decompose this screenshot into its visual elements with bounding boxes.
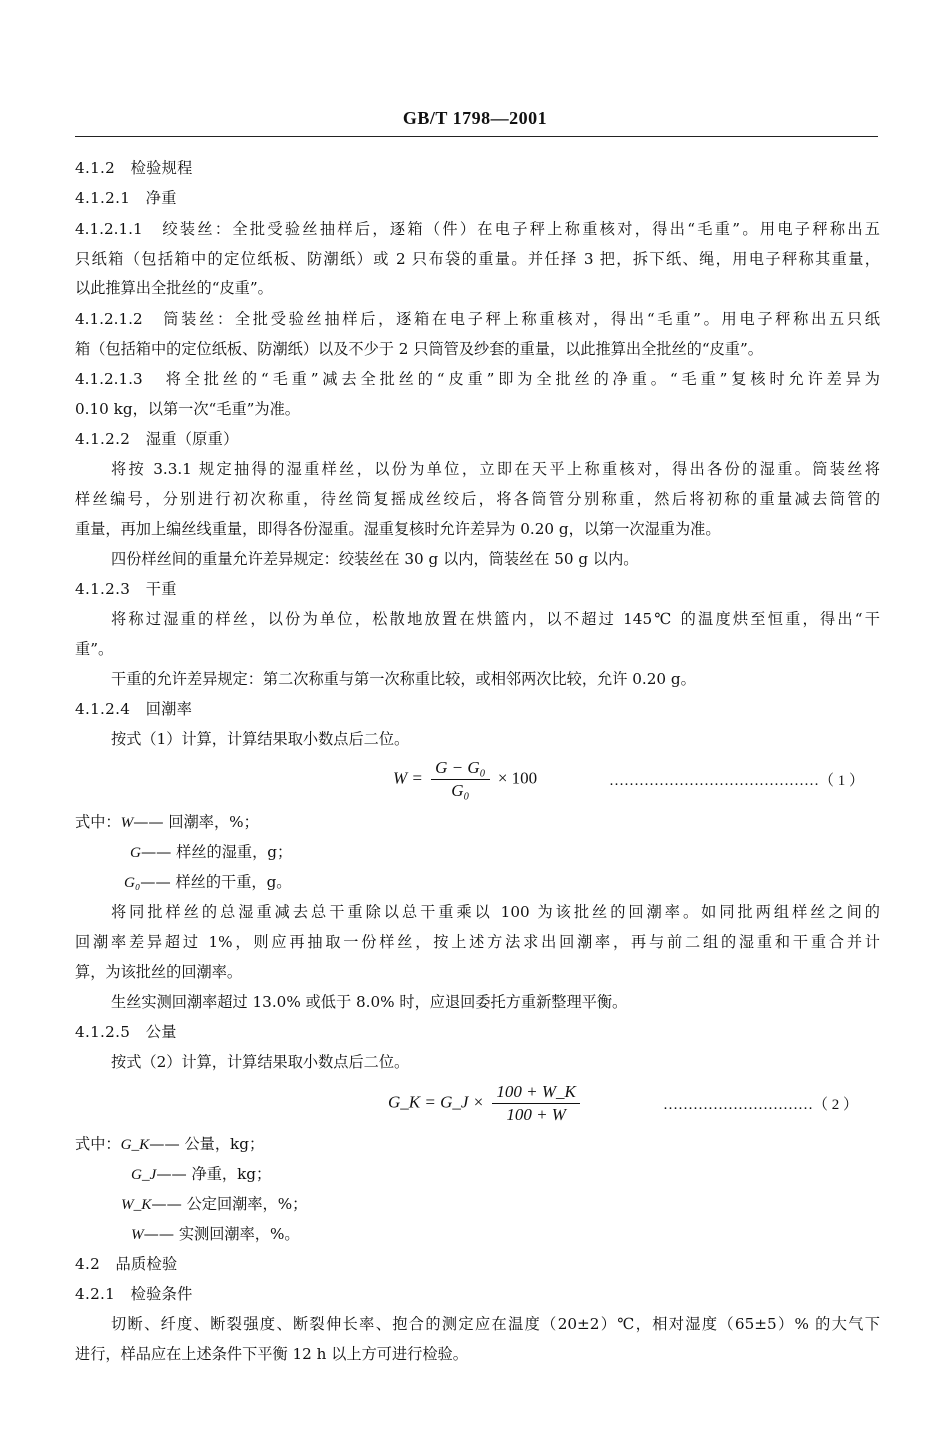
paragraph-line: 四份样丝间的重量允许差异规定：绞装丝在 30 g 以内，筒装丝在 50 g 以内。 <box>111 550 639 568</box>
formula-1-numerator: G − G₀ <box>431 758 489 780</box>
paragraph-line: 回潮率差异超过 1%，则应再抽取一份样丝，按上述方法求出回潮率，再与前二组的湿重和干重合并计 <box>75 933 880 951</box>
symbol: G <box>130 844 141 861</box>
formula-1 <box>393 758 537 801</box>
symbol: G_K <box>120 1136 150 1153</box>
section-4-2: 4.2 品质检验 <box>75 1255 178 1273</box>
header-rule <box>75 136 878 137</box>
where-2-row <box>131 1164 936 1185</box>
formula-1-denominator: G₀ <box>451 781 470 800</box>
section-4-1-2-2: 4.1.2.2 湿重（原重） <box>75 430 239 448</box>
where-2-row <box>121 1194 926 1215</box>
paragraph-line: 样丝编号，分别进行初次称重，待丝筒复摇成丝绞后，将各筒管分别称重，然后将初称的重量减去筒管的 <box>75 490 880 508</box>
symbol: W_K <box>121 1196 152 1213</box>
symbol: G₀ <box>124 874 141 891</box>
where-1-label: 式中： <box>75 813 121 831</box>
paragraph-line: 按式（1）计算，计算结果取小数点后二位。 <box>111 730 410 748</box>
formula-2-lhs: G_K = G_J × <box>388 1092 485 1112</box>
paragraph-line: 重量，再加上编丝线重量，即得各份湿重。湿重复核时允许差异为 0.20 g，以第一次湿重为准。 <box>75 520 721 538</box>
where-2-label: 式中： <box>75 1135 121 1153</box>
section-4-1-2-4: 4.1.2.4 回潮率 <box>75 700 193 718</box>
paragraph-line: 将同批样丝的总湿重减去总干重除以总干重乘以 100 为该批丝的回潮率。如同批两组样丝之间的 <box>111 903 880 921</box>
where-1-row <box>75 812 880 833</box>
formula-2 <box>388 1082 584 1125</box>
paragraph-line: 只纸箱（包括箱中的定位纸板、防潮纸）或 2 只布袋的重量。并任择 3 把，拆下纸、绳，用电子秤称其重量， <box>75 250 880 268</box>
paragraph-line: 生丝实测回潮率超过 13.0% 或低于 8.0% 时，应退回委托方重新整理平衡。 <box>111 993 628 1011</box>
formula-1-number: ……………………………………（ 1 ） <box>609 773 865 789</box>
section-4-1-2: 4.1.2 检验规程 <box>75 159 193 177</box>
symbol-desc: —— 实测回潮率，%。 <box>143 1225 300 1243</box>
formula-1-fraction <box>431 758 489 801</box>
symbol: G_J <box>131 1166 157 1183</box>
formula-2-fraction <box>492 1082 579 1125</box>
formula-2-denominator: 100 + W <box>506 1105 566 1124</box>
section-4-1-2-3: 4.1.2.3 干重 <box>75 580 177 598</box>
formula-1-multiplier: × 100 <box>497 768 538 788</box>
symbol-desc: —— 公定回潮率，%； <box>151 1195 308 1213</box>
where-2-row <box>131 1224 936 1245</box>
paragraph-line: 4.1.2.1.2 筒装丝：全批受验丝抽样后，逐箱在电子秤上称重核对，得出“毛重”。用电子秤称出五只纸 <box>75 310 880 328</box>
paragraph-line: 将按 3.3.1 规定抽得的湿重样丝，以份为单位，立即在天平上称重核对，得出各份的湿重。筒装丝将 <box>111 460 880 478</box>
where-1-row <box>124 872 929 893</box>
paragraph-line: 将称过湿重的样丝，以份为单位，松散地放置在烘篮内，以不超过 145℃ 的温度烘至恒重，得出“干 <box>111 610 880 628</box>
formula-2-number: …………………………（ 2 ） <box>663 1097 859 1113</box>
section-4-2-1: 4.2.1 检验条件 <box>75 1285 193 1303</box>
symbol-desc: —— 回潮率，%； <box>133 813 259 831</box>
symbol-desc: —— 公量，kg； <box>149 1135 265 1153</box>
paragraph-line: 重”。 <box>75 640 114 658</box>
symbol-desc: —— 净重，kg； <box>156 1165 272 1183</box>
section-4-1-2-5: 4.1.2.5 公量 <box>75 1023 177 1041</box>
where-1-row <box>130 842 935 863</box>
page-header: GB/T 1798—2001 <box>402 108 548 128</box>
formula-2-numerator: 100 + W_K <box>492 1082 579 1104</box>
symbol: W <box>131 1226 144 1243</box>
symbol-desc: —— 样丝的干重，g。 <box>140 873 292 891</box>
paragraph-line: 以此推算出全批丝的“皮重”。 <box>75 279 273 297</box>
paragraph-line: 4.1.2.1.3 将全批丝的“毛重”减去全批丝的“皮重”即为全批丝的净重。“毛重”复核时允许差异为 <box>75 370 880 388</box>
section-4-1-2-1: 4.1.2.1 净重 <box>75 189 177 207</box>
paragraph-line: 算，为该批丝的回潮率。 <box>75 963 243 981</box>
paragraph-line: 0.10 kg，以第一次“毛重”为准。 <box>75 400 300 418</box>
where-2-row <box>75 1134 880 1155</box>
symbol-desc: —— 样丝的湿重，g； <box>140 843 293 861</box>
paragraph-line: 4.1.2.1.1 绞装丝：全批受验丝抽样后，逐箱（件）在电子秤上称重核对，得出“毛重”。用电子秤称出五 <box>75 220 880 238</box>
paragraph-line: 干重的允许差异规定：第二次称重与第一次称重比较，或相邻两次比较，允许 0.20 g。 <box>111 670 696 688</box>
paragraph-line: 按式（2）计算，计算结果取小数点后二位。 <box>111 1053 410 1071</box>
paragraph-line: 箱（包括箱中的定位纸板、防潮纸）以及不少于 2 只筒管及纱套的重量，以此推算出全批丝的“皮重”。 <box>75 340 763 358</box>
paragraph-line: 进行，样品应在上述条件下平衡 12 h 以上方可进行检验。 <box>75 1345 468 1363</box>
paragraph-line: 切断、纤度、断裂强度、断裂伸长率、抱合的测定应在温度（20±2）℃，相对湿度（65±5）% 的大气下 <box>111 1315 880 1333</box>
formula-1-lhs: W = <box>393 768 423 788</box>
symbol: W <box>120 814 134 831</box>
